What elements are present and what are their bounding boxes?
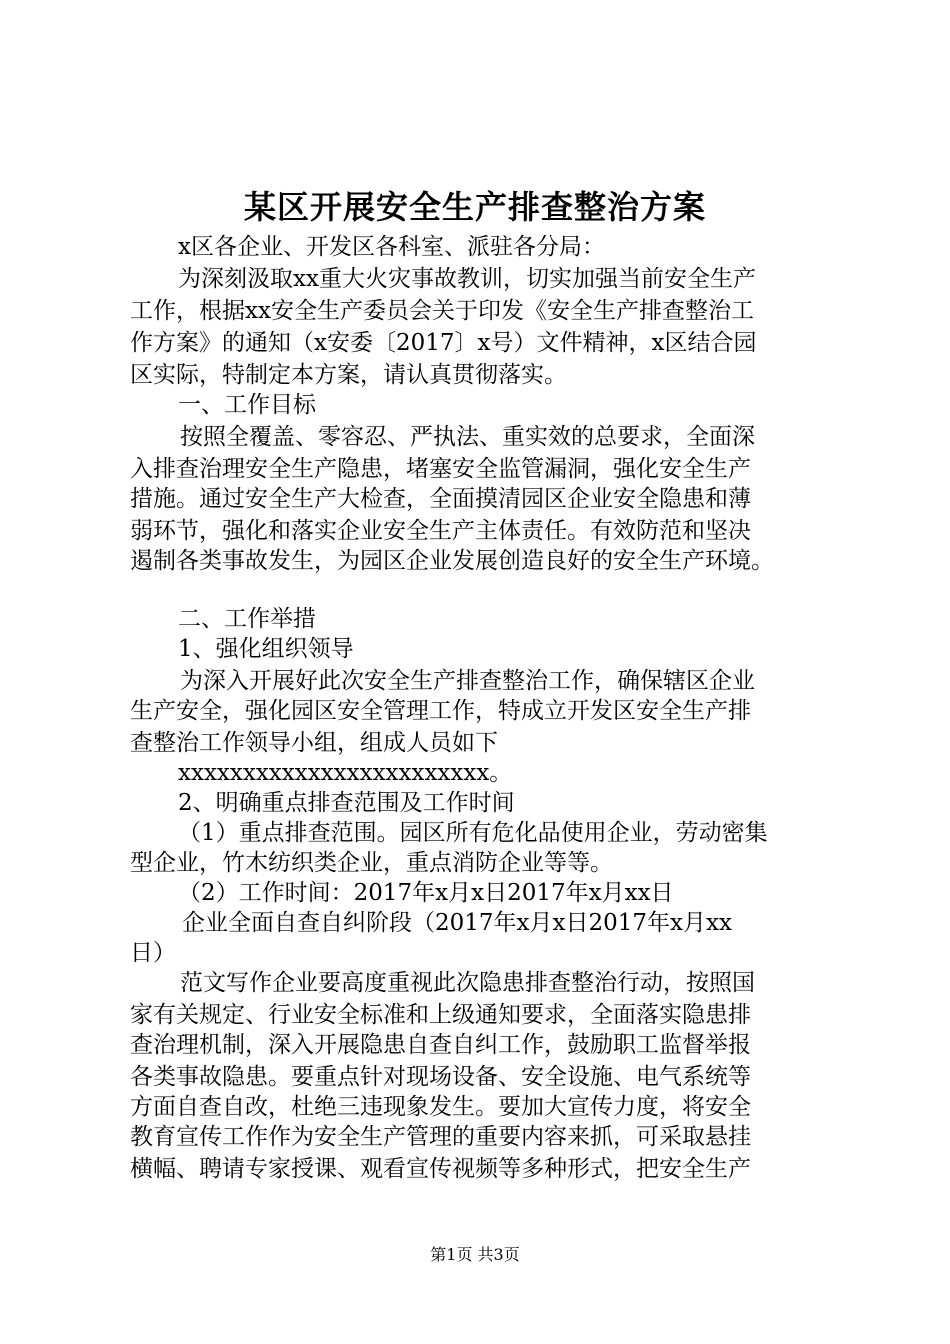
- body-line: 作方案》的通知（x安委〔2017〕x号）文件精神，x区结合园: [130, 330, 757, 356]
- body-line: 横幅、聘请专家授课、观看宣传视频等多种形式，把安全生产: [130, 1156, 751, 1182]
- subsection-heading: 1、强化组织领导: [178, 636, 354, 662]
- body-line: 入排查治理安全生产隐患，堵塞安全监管漏洞，强化安全生产: [130, 456, 751, 482]
- body-line: 各类事故隐患。要重点针对现场设备、安全设施、电气系统等: [130, 1064, 751, 1090]
- body-line: 型企业，竹木纺织类企业，重点消防企业等等。: [130, 850, 613, 876]
- body-line: 教育宣传工作作为安全生产管理的重要内容来抓，可采取悬挂: [130, 1124, 751, 1150]
- body-line: 家有关规定、行业安全标准和上级通知要求，全面落实隐患排: [130, 1002, 751, 1028]
- body-line: 遏制各类事故发生，为园区企业发展创造良好的安全生产环境。: [130, 548, 774, 574]
- page-footer: 第1页 共3页: [430, 1245, 520, 1264]
- body-line: 为深刻汲取xx重大火灾事故教训，切实加强当前安全生产: [178, 266, 756, 292]
- body-line: 企业全面自查自纠阶段（2017年x月x日2017年x月xx: [182, 910, 732, 936]
- body-line: 措施。通过安全生产大检查，全面摸清园区企业安全隐患和薄: [130, 486, 751, 512]
- body-line: 方面自查自改，杜绝三违现象发生。要加大宣传力度，将安全: [130, 1094, 751, 1120]
- body-line: 弱环节，强化和落实企业安全生产主体责任。有效防范和坚决: [130, 518, 751, 544]
- body-line: xxxxxxxxxxxxxxxxxxxxxxxx。: [178, 760, 513, 786]
- body-line: 按照全覆盖、零容忍、严执法、重实效的总要求，全面深: [180, 424, 755, 450]
- section-heading: 二、工作举措: [178, 606, 316, 632]
- document-title: 某区开展安全生产排查整治方案: [243, 188, 706, 226]
- body-line: x区各企业、开发区各科室、派驻各分局：: [178, 234, 605, 260]
- body-line: 范文写作企业要高度重视此次隐患排查整治行动，按照国: [180, 970, 755, 996]
- section-heading: 一、工作目标: [178, 392, 316, 418]
- subsection-heading: 2、明确重点排查范围及工作时间: [178, 790, 515, 816]
- body-line: 查整治工作领导小组，组成人员如下: [130, 730, 498, 756]
- body-line: （2）工作时间：2017年x月x日2017年x月xx日: [178, 880, 674, 906]
- body-line: 区实际，特制定本方案，请认真贯彻落实。: [130, 362, 567, 388]
- body-line: 日）: [130, 940, 176, 966]
- body-line: （1）重点排查范围。园区所有危化品使用企业，劳动密集: [178, 820, 768, 846]
- body-line: 查治理机制，深入开展隐患自查自纠工作，鼓励职工监督举报: [130, 1032, 751, 1058]
- body-line: 工作，根据xx安全生产委员会关于印发《安全生产排查整治工: [130, 298, 754, 324]
- body-line: 生产安全，强化园区安全管理工作，特成立开发区安全生产排: [130, 698, 751, 724]
- body-line: 为深入开展好此次安全生产排查整治工作，确保辖区企业: [180, 668, 755, 694]
